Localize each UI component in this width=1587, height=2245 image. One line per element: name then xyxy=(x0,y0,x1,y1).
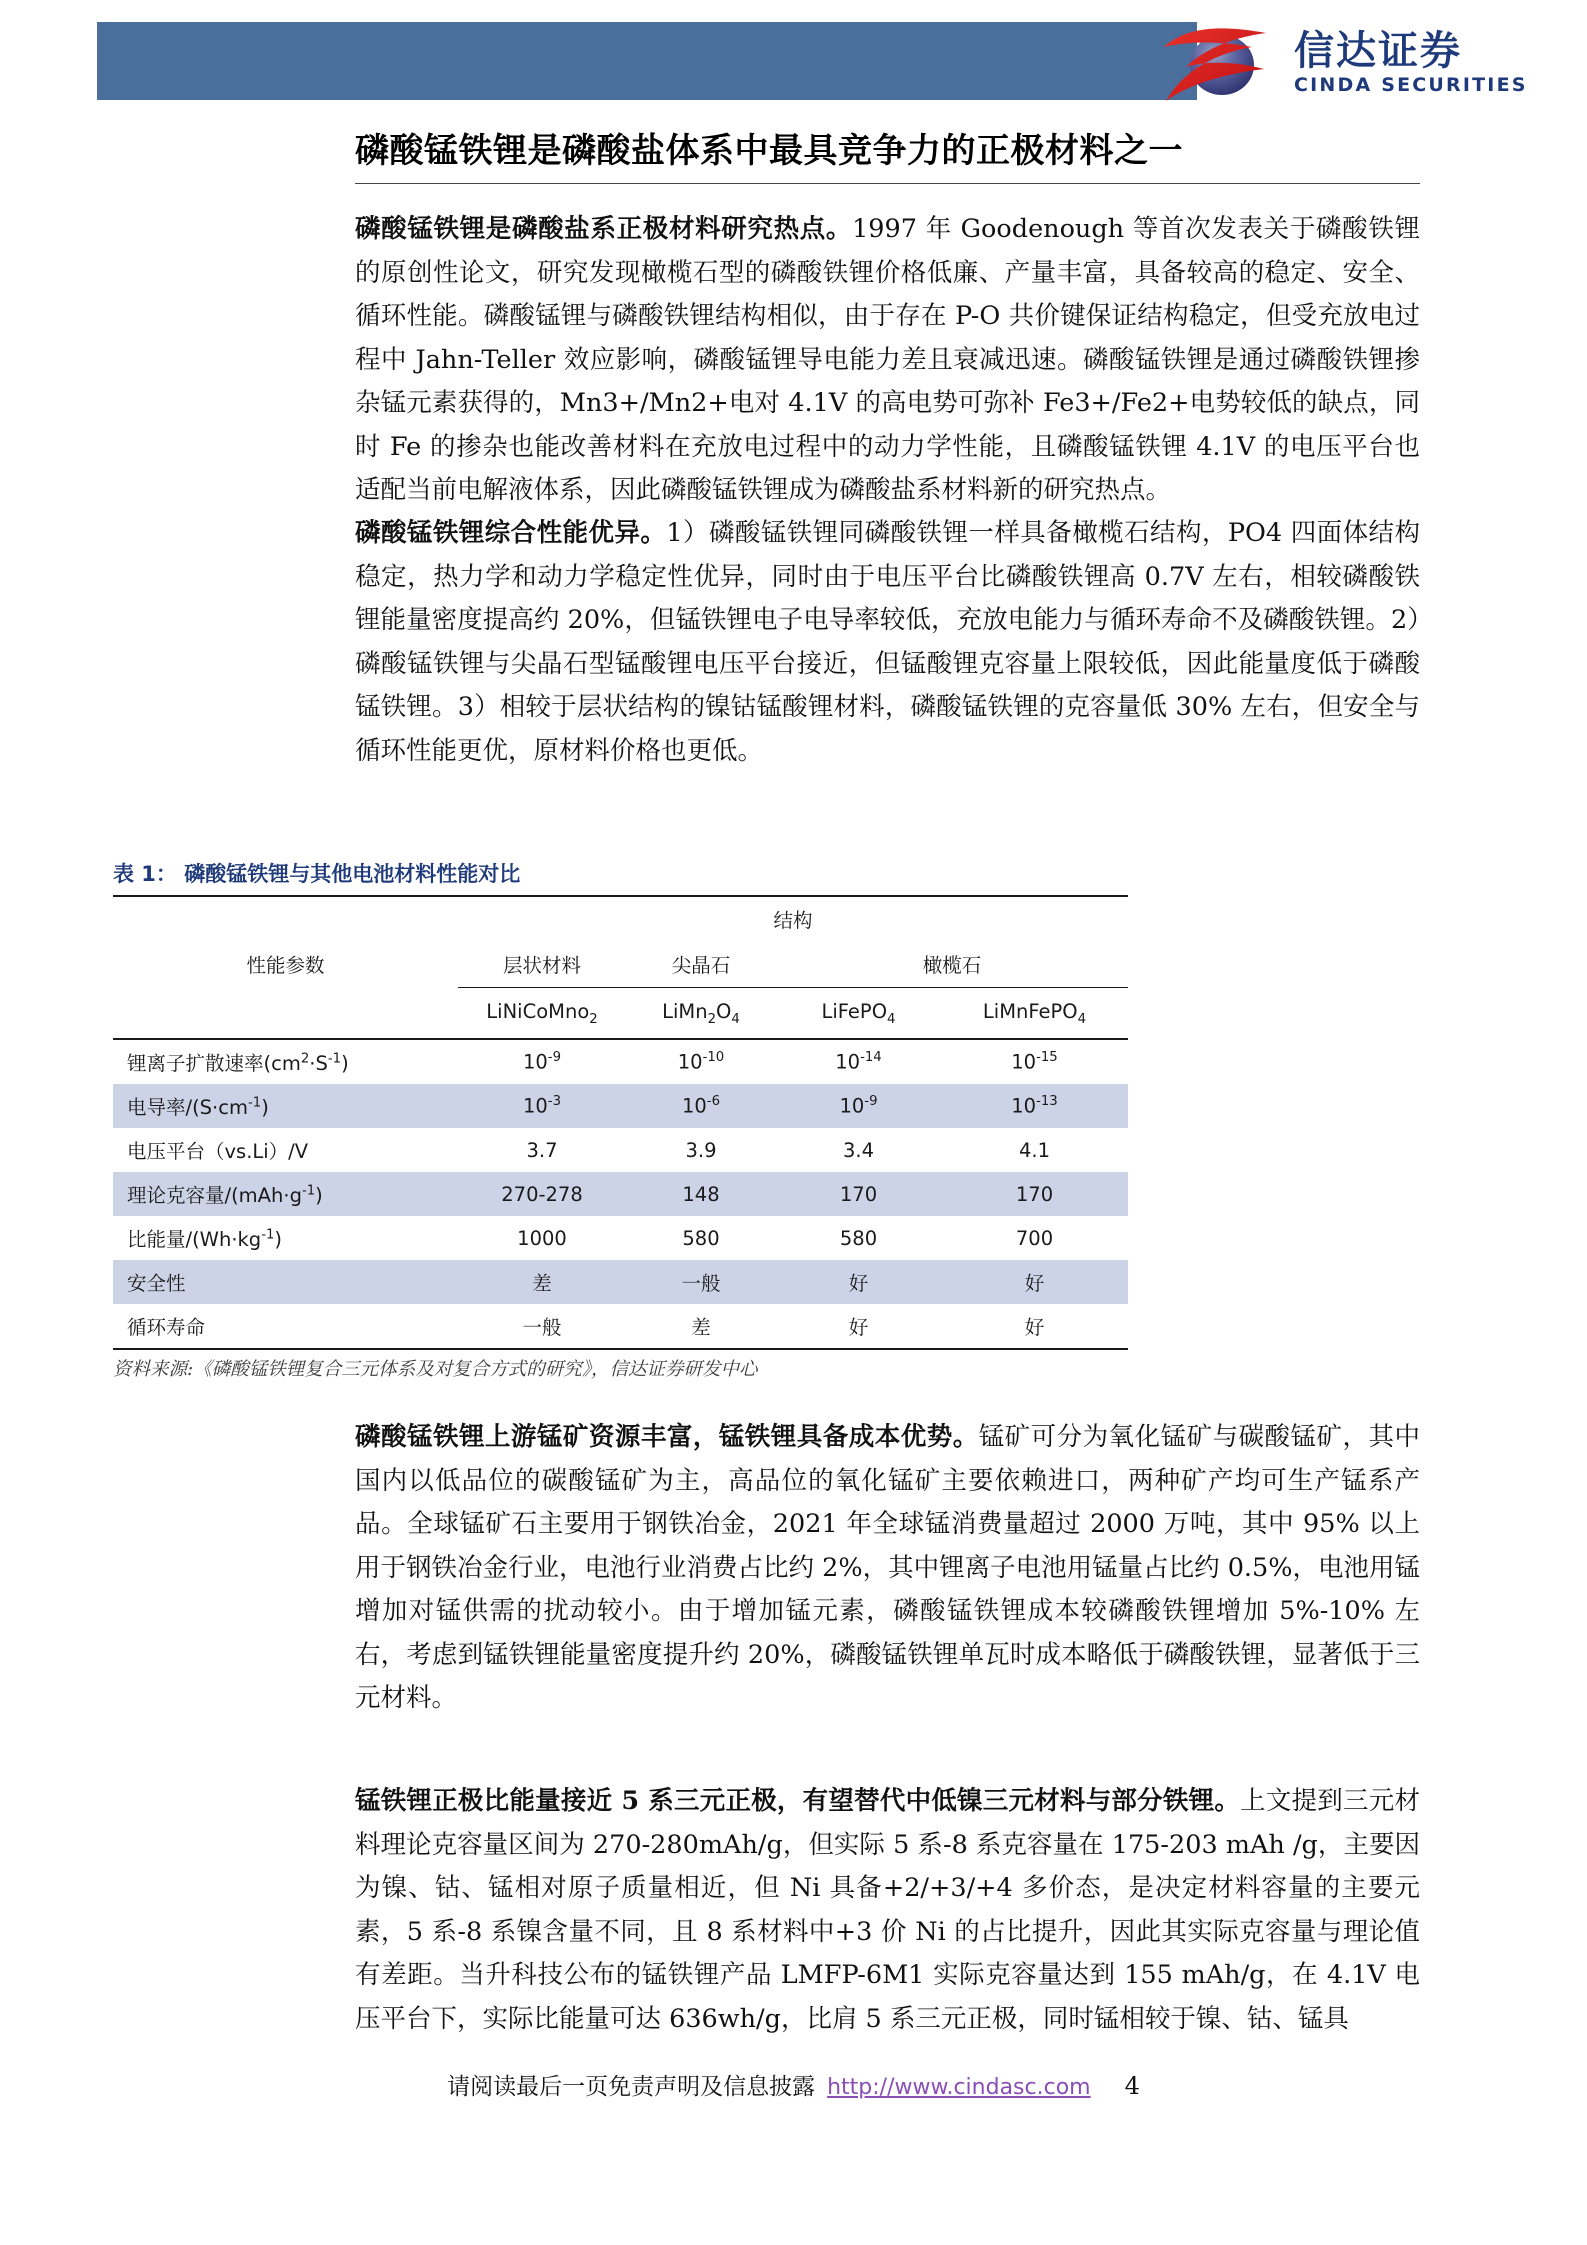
cell-value: 好 xyxy=(1024,1316,1045,1339)
row-label-conductivity: 电导率$/(S\cdot cm^{-1})$ xyxy=(113,1084,458,1128)
page-footer xyxy=(0,2068,1587,2101)
paragraph-3-body: 锰矿可分为氧化锰矿与碳酸锰矿，其中国内以低品位的碳酸锰矿为主，高品位的氧化锰矿主要依赖进口，两种矿产均可生产锰系产品。全球锰矿石主要用于钢铁冶金，2021 年全球锰消费量超过 2000 万吨，其中 95% 以上用于钢铁冶金行业，电池行业消费占比约 2%，其中锂离子电池用锰量占比约 0.5%，电池用锰增加对锰供需的扰动较小。由于增加锰元素，磷酸锰铁锂成本较磷酸铁锂增加 5%-10% 左右，考虑到锰铁锂能量密度提升约 20%，磷酸锰铁锂单瓦时成本略低于磷酸铁锂，显著低于三元材料。 xyxy=(355,1422,1420,1713)
page-title: 磷酸锰铁锂是磷酸盐体系中最具竞争力的正极材料之一 xyxy=(355,131,1183,171)
paragraph-1-lead: 磷酸锰铁锂是磷酸盐系正极材料研究热点。 xyxy=(355,214,853,244)
cell-value: 一般 xyxy=(522,1316,562,1339)
brand-name-cn: 信达证券 xyxy=(1294,28,1462,74)
group-header-structure: 结构 xyxy=(458,896,1128,941)
row-label-theoretical-capacity: 理论克容量$/(mAh\cdot g^{-1})$ xyxy=(113,1172,458,1216)
cell-value: $10^{-13}$ xyxy=(941,1084,1128,1128)
cell-value: 差 xyxy=(458,1260,626,1304)
cell-value: 差 xyxy=(691,1316,711,1339)
formula-lini-co-mno2: LiNiCoMno$_2$ xyxy=(458,988,626,1040)
table-row xyxy=(113,1304,1128,1349)
cell-value: $10^{-6}$ xyxy=(626,1084,776,1128)
table-group-header-row xyxy=(113,896,1128,941)
cell-value: $10^{-10}$ xyxy=(677,1050,725,1074)
performance-comparison-table xyxy=(113,895,1128,1394)
column-header-layered: 层状材料 xyxy=(458,941,626,988)
cell-value: 3.4 xyxy=(842,1138,874,1162)
column-header-parameter: 性能参数 xyxy=(246,954,325,978)
paragraph-4-lead: 锰铁锂正极比能量接近 5 系三元正极，有望替代中低镍三元材料与部分铁锂。 xyxy=(355,1786,1241,1816)
table-row xyxy=(113,1216,1128,1260)
paragraph-4-body: 上文提到三元材料理论克容量区间为 270-280mAh/g，但实际 5 系-8 系克容量在 175-203 mAh /g，主要因为镍、钴、锰相对原子质量相近，但 Ni 具备+2/+3/+4 多价态，是决定材料容量的主要元素，5 系-8 系镍含量不同，且 8 系材料中+3 价 Ni 的占比提升，因此其实际克容量与理论值有差距。当升科技公布的锰铁锂产品 LMFP-6M1 实际克容量达到 155 mAh/g，在 4.1V 电压平台下，实际比能量可达 636wh/g，比肩 5 系三元正极，同时锰相较于镍、钴、锰具 xyxy=(355,1786,1420,2034)
table-source-note: 资料来源:《磷酸锰铁锂复合三元体系及对复合方式的研究》，信达证券研发中心 xyxy=(113,1359,758,1380)
row-label-li-diffusion: 锂离子扩散速率$(cm^2\cdot S^{-1})$ xyxy=(127,1051,349,1075)
row-label-voltage-plateau: 电压平台（vs.Li）/V xyxy=(127,1140,309,1163)
formula-limnfepo4: LiMnFePO$_4$ xyxy=(941,988,1128,1040)
paragraph-1-body: 1997 年 Goodenough 等首次发表关于磷酸铁锂的原创性论文，研究发现橄榄石型的磷酸铁锂价格低廉、产量丰富，具备较高的稳定、安全、循环性能。磷酸锰锂与磷酸铁锂结构相似，由于存在 P-O 共价键保证结构稳定，但受充放电过程中 Jahn-Teller 效应影响，磷酸锰锂导电能力差且衰减迅速。磷酸锰铁锂是通过磷酸铁锂掺杂锰元素获得的，Mn3+/Mn2+电对 4.1V 的高电势可弥补 Fe3+/Fe2+电势较低的缺点，同时 Fe 的掺杂也能改善材料在充放电过程中的动力学性能，且磷酸锰铁锂 4.1V 的电压平台也适配当前电解液体系，因此磷酸锰铁锂成为磷酸盐系材料新的研究热点。 xyxy=(355,214,1420,505)
paragraph-3 xyxy=(355,1416,1420,1721)
cell-value: $10^{-9}$ xyxy=(522,1050,562,1074)
paragraph-2 xyxy=(355,512,1420,773)
footer-url-link[interactable]: http://www.cindasc.com xyxy=(827,2075,1091,2100)
cell-value: 3.9 xyxy=(685,1138,717,1162)
cell-value: 170 xyxy=(941,1172,1128,1216)
table-row xyxy=(113,1084,1128,1128)
group-header-blank xyxy=(113,896,458,941)
paragraph-1 xyxy=(355,208,1420,513)
page-header xyxy=(0,22,1587,100)
column-header-olivine: 橄榄石 xyxy=(776,941,1128,988)
cell-value: 170 xyxy=(776,1172,941,1216)
cell-value: 270-278 xyxy=(458,1172,626,1216)
formula-lifepo4: LiFePO$_4$ xyxy=(776,988,941,1040)
row-label-safety: 安全性 xyxy=(113,1260,458,1304)
header-blue-bar xyxy=(97,22,1197,100)
footer-disclaimer: 请阅读最后一页免责声明及信息披露 xyxy=(447,2074,816,2100)
table-caption: 表 1： 磷酸锰铁锂与其他电池材料性能对比 xyxy=(113,862,521,886)
cell-value: 好 xyxy=(941,1260,1128,1304)
title-divider xyxy=(355,183,1420,184)
table-row xyxy=(113,1260,1128,1304)
section-title-block xyxy=(355,130,1445,184)
column-header-spinel: 尖晶石 xyxy=(626,941,776,988)
paragraph-2-lead: 磷酸锰铁锂综合性能优异。 xyxy=(355,518,667,548)
page-number: 4 xyxy=(1124,2072,1140,2100)
table-row xyxy=(113,1128,1128,1172)
paragraph-2-body: 1）磷酸锰铁锂同磷酸铁锂一样具备橄榄石结构，PO4 四面体结构稳定，热力学和动力学稳定性优异，同时由于电压平台比磷酸铁锂高 0.7V 左右，相较磷酸铁锂能量密度提高约 20%，但锰铁锂电子电导率较低，充放电能力与循环寿命不及磷酸铁锂。2）磷酸锰铁锂与尖晶石型锰酸锂电压平台接近，但锰酸锂克容量上限较低，因此能量度低于磷酸锰铁锂。3）相较于层状结构的镍钴锰酸锂材料，磷酸锰铁锂的克容量低 30% 左右，但安全与循环性能更优，原材料价格也更低。 xyxy=(355,518,1420,766)
paragraph-3-lead: 磷酸锰铁锂上游锰矿资源丰富，锰铁锂具备成本优势。 xyxy=(355,1422,979,1452)
brand-name-en: CINDA SECURITIES xyxy=(1294,74,1528,96)
cell-value: 一般 xyxy=(626,1260,776,1304)
cell-value: $10^{-3}$ xyxy=(458,1084,626,1128)
formula-limn2o4: $LiMn_2O_4$ xyxy=(626,988,776,1040)
logo-wordmark xyxy=(1294,28,1528,96)
cell-value: 580 xyxy=(839,1226,878,1250)
row-label-specific-energy: 比能量$/(Wh\cdot kg^{-1})$ xyxy=(127,1227,283,1251)
table-subheader-row xyxy=(113,941,1128,988)
cell-value: 4.1 xyxy=(1018,1138,1050,1162)
cinda-globe-swoosh-icon xyxy=(1160,21,1280,105)
table-body xyxy=(113,1039,1128,1394)
paragraph-4 xyxy=(355,1780,1420,2041)
formula-blank-cell xyxy=(113,988,458,1040)
cell-value: $10^{-15}$ xyxy=(1011,1050,1058,1074)
cell-value: 好 xyxy=(848,1316,869,1339)
table-row xyxy=(113,1172,1128,1216)
cell-value: 3.7 xyxy=(526,1138,558,1162)
company-logo xyxy=(1160,18,1560,108)
row-label-cycle-life: 循环寿命 xyxy=(127,1316,206,1339)
table-formula-row xyxy=(113,988,1128,1040)
cell-value: 1000 xyxy=(517,1226,567,1250)
cell-value: 148 xyxy=(626,1172,776,1216)
cell-value: $10^{-14}$ xyxy=(835,1050,882,1074)
cell-value: $10^{-9}$ xyxy=(776,1084,941,1128)
cell-value: 580 xyxy=(682,1226,720,1250)
cell-value: 700 xyxy=(1015,1226,1054,1250)
cell-value: 好 xyxy=(776,1260,941,1304)
table-row xyxy=(113,1039,1128,1084)
table-head xyxy=(113,896,1128,1039)
